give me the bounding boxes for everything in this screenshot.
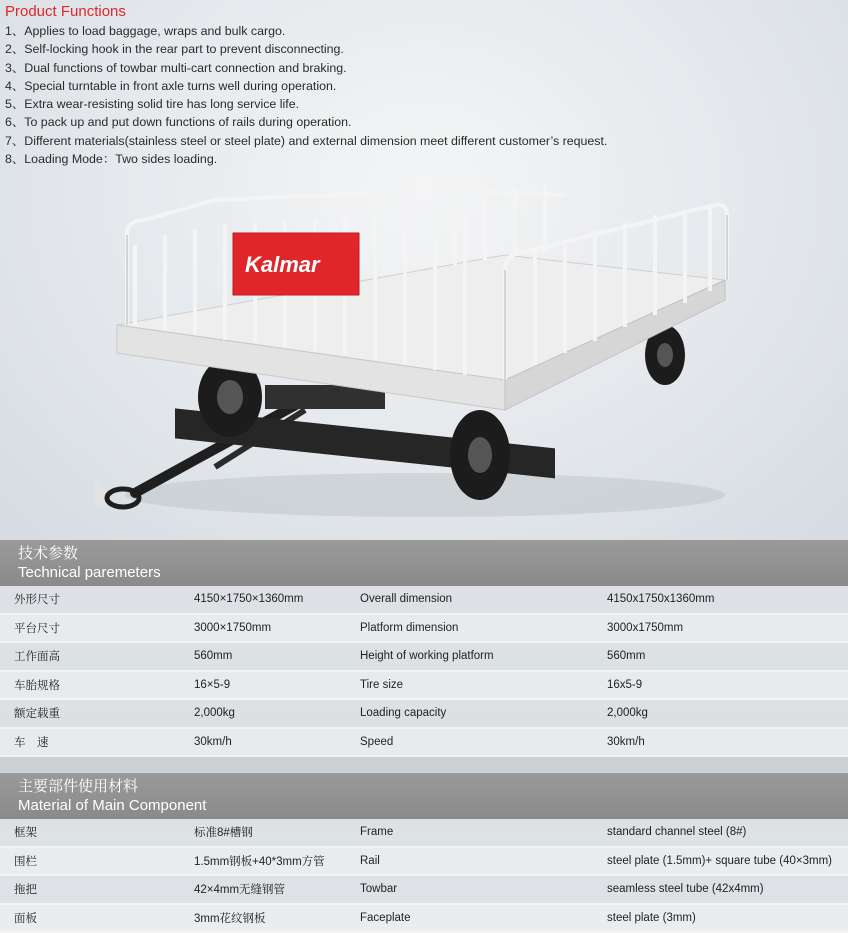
function-item: 5、Extra wear-resisting solid tire has long service life. — [5, 97, 300, 112]
table-cell: 3000×1750mm — [180, 614, 346, 643]
table-cell: Faceplate — [346, 904, 597, 933]
materials-header — [0, 773, 848, 819]
table-cell: Loading capacity — [346, 699, 597, 728]
table-cell: 560mm — [597, 642, 848, 671]
table-cell: Platform dimension — [346, 614, 597, 643]
table-cell: 30km/h — [597, 728, 848, 757]
function-item: 8、Loading Mode：Two sides loading. — [5, 152, 218, 167]
table-cell: 1.5mm钢板+40*3mm方管 — [180, 847, 346, 876]
table-cell: 工作面高 — [0, 642, 180, 671]
table-cell: 3000x1750mm — [597, 614, 848, 643]
table-cell: Speed — [346, 728, 597, 757]
table-cell: Height of working platform — [346, 642, 597, 671]
table-cell: 拖把 — [0, 875, 180, 904]
function-item: 7、Different materials(stainless steel or steel plate) and external dimension meet different customer’s request. — [5, 133, 608, 148]
table-cell: Frame — [346, 819, 597, 847]
wheel-hub — [468, 437, 492, 473]
table-row — [0, 586, 848, 614]
table-cell: 42×4mm无缝钢管 — [180, 875, 346, 904]
table-cell: steel plate (1.5mm)+ square tube (40×3mm) — [597, 847, 848, 876]
wheel-hub — [217, 380, 243, 414]
table-cell: 4150×1750×1360mm — [180, 586, 346, 614]
table-cell: 额定载重 — [0, 699, 180, 728]
table-cell: Tire size — [346, 671, 597, 700]
table-cell: 560mm — [180, 642, 346, 671]
materials-table — [0, 819, 848, 933]
table-row — [0, 671, 848, 700]
materials-title-zh: 主要部件使用材料 — [18, 778, 139, 795]
technical-parameters-section — [0, 540, 848, 757]
table-cell: 围栏 — [0, 847, 180, 876]
function-item: 3、Dual functions of towbar multi-cart connection and braking. — [5, 60, 347, 75]
table-row — [0, 614, 848, 643]
table-cell: standard channel steel (8#) — [597, 819, 848, 847]
technical-title-zh: 技术参数 — [18, 545, 79, 562]
table-cell: 4150x1750x1360mm — [597, 586, 848, 614]
table-cell: 16×5-9 — [180, 671, 346, 700]
cart-shadow — [125, 473, 725, 517]
function-item: 2、Self-locking hook in the rear part to prevent disconnecting. — [5, 42, 344, 57]
wheel-hub — [657, 343, 673, 367]
table-cell: 车胎规格 — [0, 671, 180, 700]
table-row — [0, 699, 848, 728]
technical-parameters-header — [0, 540, 848, 586]
table-row — [0, 642, 848, 671]
table-cell: 平台尺寸 — [0, 614, 180, 643]
technical-parameters-table — [0, 586, 848, 757]
table-cell: steel plate (3mm) — [597, 904, 848, 933]
technical-title-en: Technical paremeters — [18, 564, 161, 581]
table-cell: seamless steel tube (42x4mm) — [597, 875, 848, 904]
product-functions — [5, 3, 845, 168]
materials-title-en: Material of Main Component — [18, 797, 207, 814]
product-functions-list — [5, 22, 845, 168]
function-item: 4、Special turntable in front axle turns well during operation. — [5, 78, 337, 93]
table-cell: 外形尺寸 — [0, 586, 180, 614]
table-cell: Rail — [346, 847, 597, 876]
table-row — [0, 728, 848, 757]
table-cell: 3mm花纹钢板 — [180, 904, 346, 933]
kalmar-logo-text: Kalmar — [245, 252, 320, 277]
table-row — [0, 847, 848, 876]
table-cell: 2,000kg — [597, 699, 848, 728]
table-cell: 面板 — [0, 904, 180, 933]
table-cell: 框架 — [0, 819, 180, 847]
table-cell: 30km/h — [180, 728, 346, 757]
product-functions-title: Product Functions — [5, 3, 126, 20]
table-cell: Overall dimension — [346, 586, 597, 614]
table-cell: 车 速 — [0, 728, 180, 757]
table-row — [0, 875, 848, 904]
table-cell: 16x5-9 — [597, 671, 848, 700]
materials-section — [0, 773, 848, 933]
function-item: 6、To pack up and put down functions of rails during operation. — [5, 115, 352, 130]
baggage-cart-image — [95, 175, 755, 535]
table-cell: Towbar — [346, 875, 597, 904]
table-row — [0, 819, 848, 847]
function-item: 1、Applies to load baggage, wraps and bulk cargo. — [5, 24, 286, 38]
table-cell: 标准8#槽钢 — [180, 819, 346, 847]
table-cell: 2,000kg — [180, 699, 346, 728]
